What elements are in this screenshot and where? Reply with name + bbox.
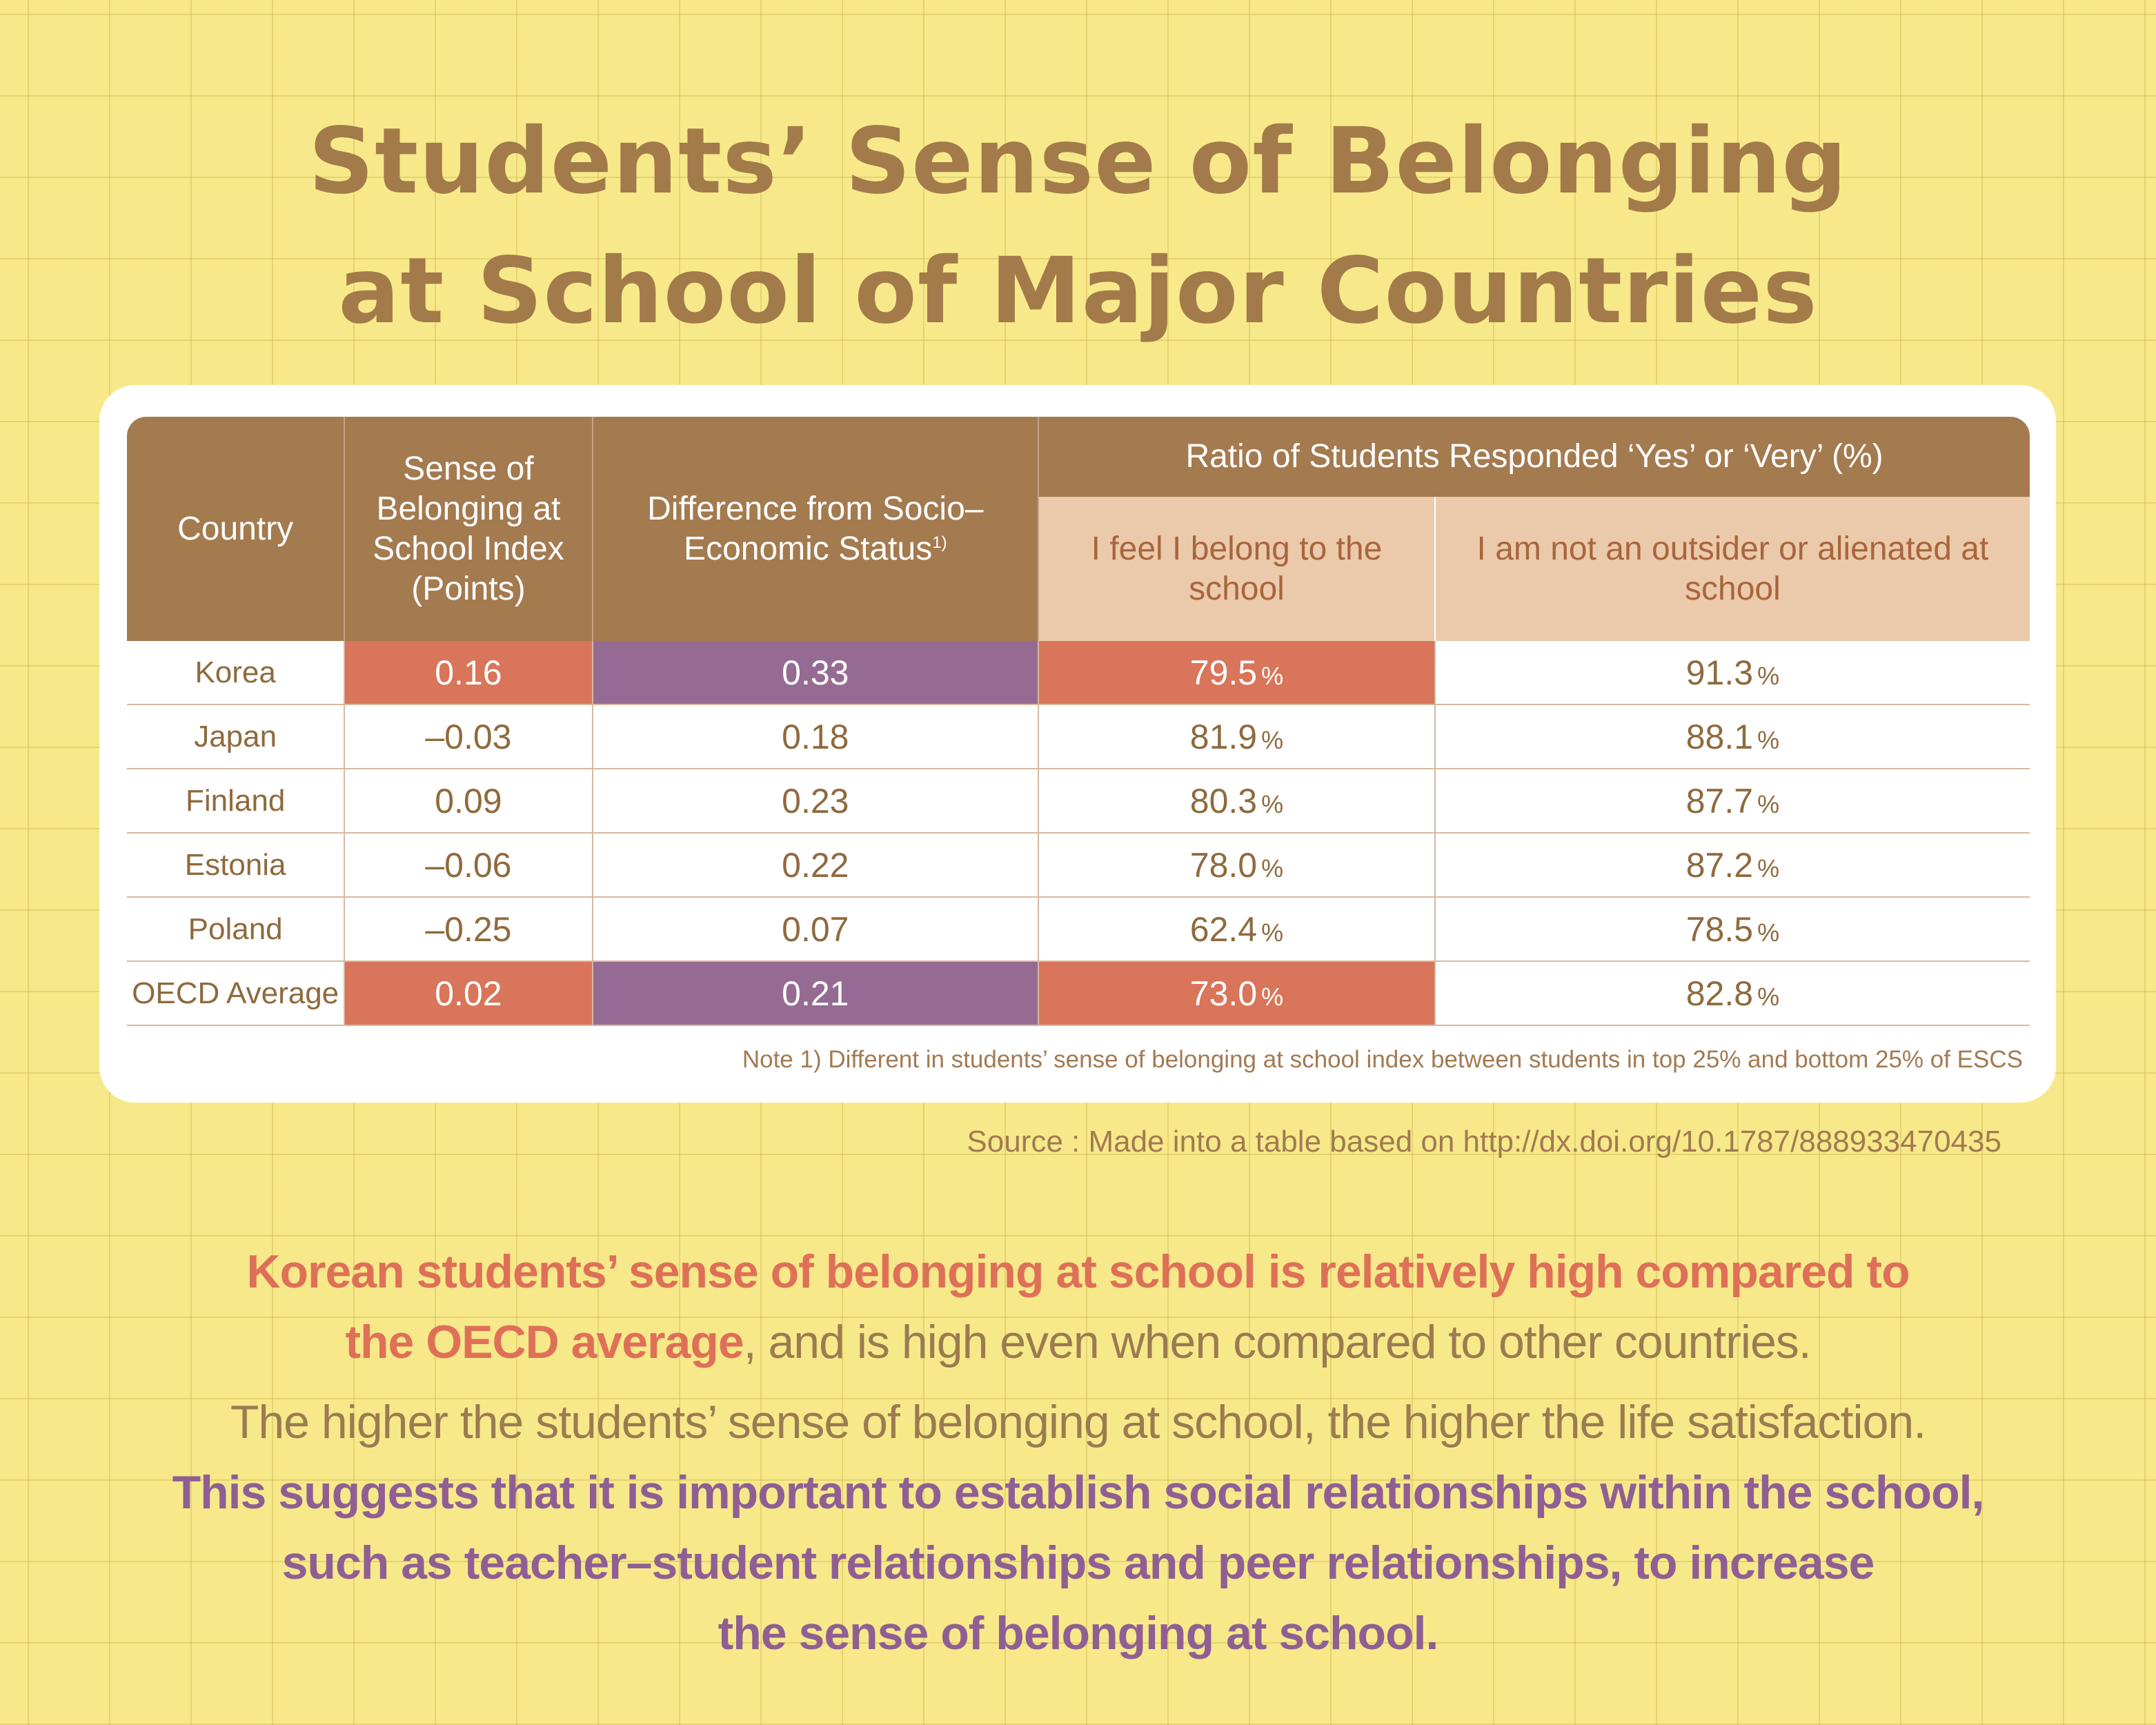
cell-belong: 80.3 % xyxy=(1038,769,1435,833)
header-index: Sense of Belonging at School Index (Points) xyxy=(344,417,592,641)
table-row-estonia xyxy=(127,833,2030,897)
cell-country: Korea xyxy=(127,641,344,704)
title-line-2: at School of Major Countries xyxy=(338,238,1818,344)
summary-purple-line-3: the sense of belonging at school. xyxy=(718,1607,1438,1659)
cell-outsider: 82.8 % xyxy=(1435,961,2030,1025)
title-line-1: Students’ Sense of Belonging xyxy=(308,108,1848,215)
cell-belong: 78.0 % xyxy=(1038,833,1435,897)
cell-country: Japan xyxy=(127,704,344,769)
header-difference: Difference from Socio–Economic Status$^{1)}$ xyxy=(593,417,1039,641)
summary-line-satisfaction: The higher the students’ sense of belonging at school, the higher the life satisfaction. xyxy=(230,1396,1926,1448)
table-row-poland xyxy=(127,897,2030,961)
cell-belong: 62.4 % xyxy=(1038,897,1435,961)
cell-index: 0.02 xyxy=(344,961,592,1025)
header-belong: I feel I belong to the school xyxy=(1038,497,1435,641)
cell-difference: 0.33 xyxy=(593,641,1039,704)
belonging-table xyxy=(127,417,2030,1026)
table-row-japan xyxy=(127,704,2030,769)
table-row-oecd-average xyxy=(127,961,2030,1025)
cell-country: OECD Average xyxy=(127,961,344,1025)
cell-outsider: 87.2 % xyxy=(1435,833,2030,897)
table-row-korea xyxy=(127,641,2030,704)
table-row-finland xyxy=(127,769,2030,833)
cell-index: 0.16 xyxy=(344,641,592,704)
cell-index: –0.03 xyxy=(344,704,592,769)
cell-belong: 81.9 % xyxy=(1038,704,1435,769)
cell-difference: 0.21 xyxy=(593,961,1039,1025)
cell-index: –0.06 xyxy=(344,833,592,897)
summary-paragraph-1 xyxy=(0,1236,2156,1377)
table-card xyxy=(99,385,2056,1103)
header-ratio-group: Ratio of Students Responded ‘Yes’ or ‘Very’ (%) xyxy=(1038,417,2030,497)
summary-paragraph-2 xyxy=(0,1387,2156,1668)
source-credit: Source : Made into a table based on http://dx.doi.org/10.1787/888933470435 xyxy=(967,1125,2001,1159)
cell-outsider: 87.7 % xyxy=(1435,769,2030,833)
cell-outsider: 78.5 % xyxy=(1435,897,2030,961)
cell-outsider: 88.1 % xyxy=(1435,704,2030,769)
summary-purple-line-2: such as teacher–student relationships and peer relationships, to increase xyxy=(281,1537,1875,1589)
summary-highlight-b: the OECD average xyxy=(345,1316,744,1368)
cell-country: Poland xyxy=(127,897,344,961)
page-title xyxy=(0,97,2156,356)
cell-belong: 73.0 % xyxy=(1038,961,1435,1025)
summary-highlight-a: Korean students’ sense of belonging at school is relatively high compared to xyxy=(246,1245,1910,1298)
cell-difference: 0.22 xyxy=(593,833,1039,897)
cell-country: Estonia xyxy=(127,833,344,897)
cell-difference: 0.07 xyxy=(593,897,1039,961)
cell-index: –0.25 xyxy=(344,897,592,961)
table-footnote: Note 1) Different in students’ sense of belonging at school index between students in top 25% and bottom 25% of ESCS xyxy=(742,1046,2023,1073)
summary-purple-line-1: This suggests that it is important to establish social relationships within the school, xyxy=(172,1466,1984,1519)
summary-text-rest: , and is high even when compared to other countries. xyxy=(743,1316,1811,1368)
header-country: Country xyxy=(127,417,344,641)
cell-difference: 0.18 xyxy=(593,704,1039,769)
cell-outsider: 91.3 % xyxy=(1435,641,2030,704)
note-ref-marker: 1) xyxy=(932,533,947,552)
cell-index: 0.09 xyxy=(344,769,592,833)
cell-belong: 79.5 % xyxy=(1038,641,1435,704)
cell-difference: 0.23 xyxy=(593,769,1039,833)
cell-country: Finland xyxy=(127,769,344,833)
header-outsider: I am not an outsider or alienated at school xyxy=(1435,497,2030,641)
